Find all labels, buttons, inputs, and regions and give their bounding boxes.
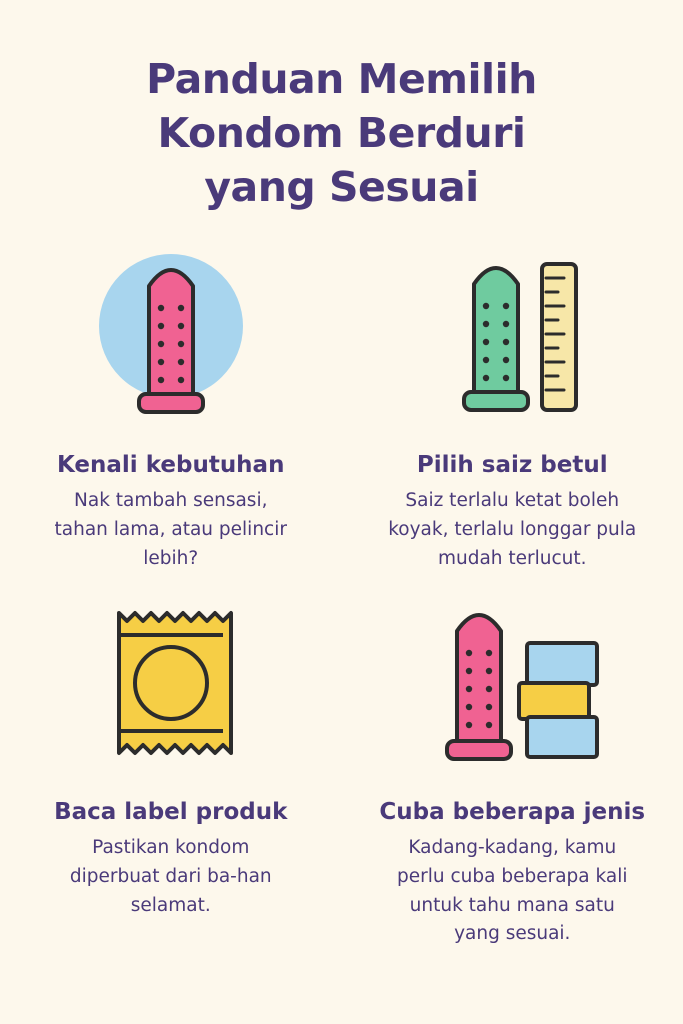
condom-with-boxes-icon [407, 583, 617, 783]
page-title-line-3: yang Sesuai [204, 163, 479, 212]
tip-body: Kadang-kadang, kamu perlu cuba beberapa kali untuk tahu mana satu yang sesuai. [397, 837, 628, 945]
tip-heading: Baca label produk [54, 799, 288, 826]
tip-heading: Kenali kebutuhan [57, 452, 285, 479]
condom-packet-icon [71, 583, 271, 783]
page-title-line-1: Panduan Memilih [146, 55, 537, 103]
tip-card-baca-label-produk [0, 583, 342, 949]
page-title-line-2: Kondom Berduri [157, 109, 526, 158]
condom-with-circle-icon [71, 236, 271, 436]
condom-with-ruler-icon [412, 236, 612, 436]
page-title [0, 0, 683, 214]
tip-body: Saiz terlalu ketat boleh koyak, terlalu longgar pula mudah terlucut. [388, 490, 637, 569]
tips-grid [0, 236, 683, 949]
tip-heading: Cuba beberapa jenis [379, 799, 646, 826]
tip-body: Nak tambah sensasi, tahan lama, atau pelincir lebih? [54, 490, 287, 569]
tip-card-cuba-beberapa-jenis [342, 583, 683, 949]
tip-card-pilih-saiz-betul [342, 236, 683, 573]
tip-heading: Pilih saiz betul [416, 452, 608, 479]
tip-body: Pastikan kondom diperbuat dari ba-han selamat. [69, 837, 272, 916]
tip-card-kenali-kebutuhan [0, 236, 342, 573]
